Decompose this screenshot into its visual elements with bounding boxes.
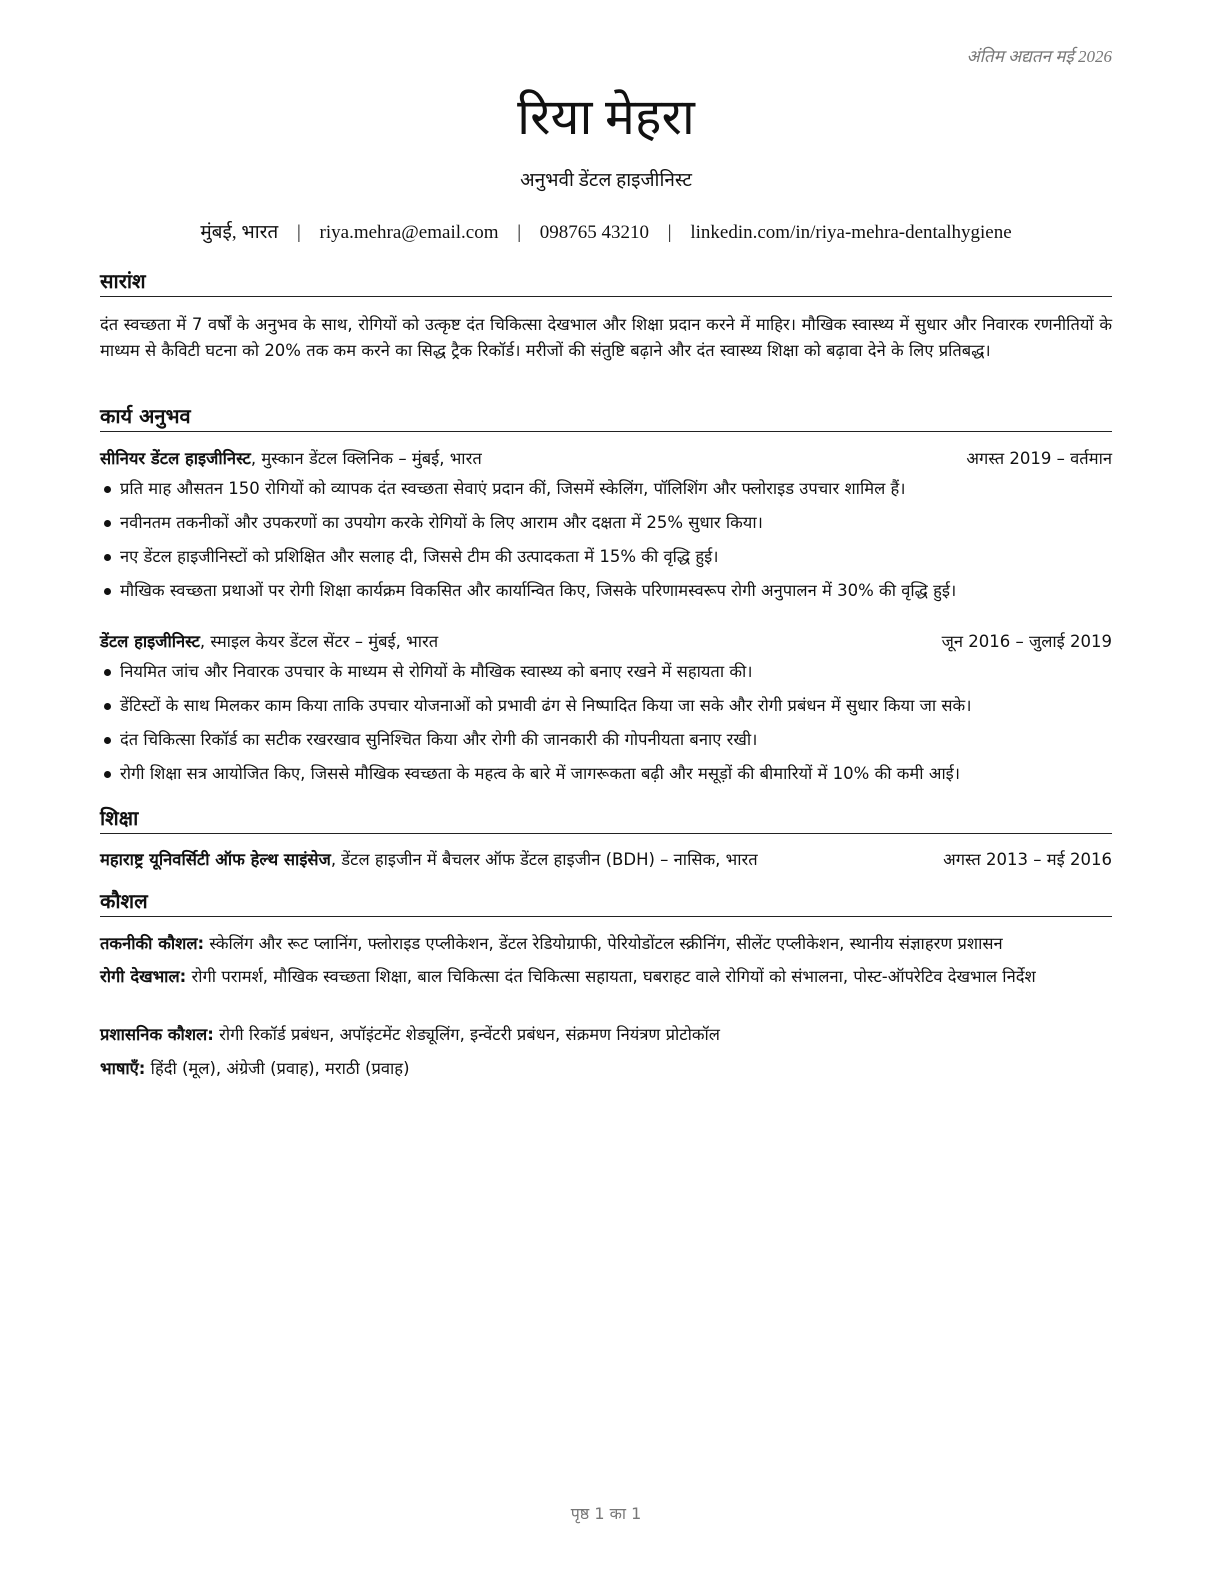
education-degree: , डेंटल हाइजीन में बैचलर ऑफ डेंटल हाइजीन (BDH) – नासिक, भारत	[330, 850, 758, 869]
experience-heading: कार्य अनुभव	[100, 403, 1112, 432]
job-bullet: प्रति माह औसतन 150 रोगियों को व्यापक दंत स्वच्छता सेवाएं प्रदान कीं, जिसमें स्केलिंग, पॉलिशिंग और फ्लोराइड उपचार शामिल हैं।	[100, 472, 1112, 506]
job-header	[100, 446, 1112, 472]
job-bullet: नए डेंटल हाइजीनिस्टों को प्रशिक्षित और सलाह दी, जिससे टीम की उत्पादकता में 15% की वृद्धि हुई।	[100, 540, 1112, 574]
contact-separator: |	[296, 222, 301, 243]
job-bullet: डेंटिस्टों के साथ मिलकर काम किया ताकि उपचार योजनाओं को प्रभावी ढंग से निष्पादित किया जा सके और रोगी प्रबंधन में सुधार किया जा सके।	[100, 689, 1112, 723]
skill-label: भाषाएँ:	[100, 1059, 146, 1078]
contact-linkedin[interactable]: linkedin.com/in/riya-mehra-dentalhygiene	[690, 222, 1012, 243]
skill-label: प्रशासनिक कौशल:	[100, 1025, 214, 1044]
job-bullet: रोगी शिक्षा सत्र आयोजित किए, जिससे मौखिक स्वच्छता के महत्व के बारे में जागरूकता बढ़ी और मसूड़ों की बीमारियों में 10% की कमी आई।	[100, 757, 1112, 791]
resume-page	[100, 0, 1112, 1584]
skill-row	[100, 1056, 1112, 1081]
job-bullet: नियमित जांच और निवारक उपचार के माध्यम से रोगियों के मौखिक स्वास्थ्य को बनाए रखने में सहायता की।	[100, 655, 1112, 689]
contact-line	[100, 218, 1112, 244]
job-role: डेंटल हाइजीनिस्ट	[100, 632, 200, 651]
education-heading: शिक्षा	[100, 805, 1112, 834]
contact-separator: |	[667, 222, 672, 243]
job-dates: अगस्त 2019 – वर्तमान	[966, 449, 1112, 468]
contact-location: मुंबई, भारत	[200, 222, 279, 243]
candidate-name: रिया मेहरा	[517, 89, 695, 145]
skill-label: तकनीकी कौशल:	[100, 934, 205, 953]
skill-value: रोगी रिकॉर्ड प्रबंधन, अपॉइंटमेंट शेड्यूलिंग, इन्वेंटरी प्रबंधन, संक्रमण नियंत्रण प्रोटोकॉल	[213, 1025, 720, 1044]
page-footer: पृष्ठ 1 का 1	[570, 1504, 642, 1523]
education-institution: महाराष्ट्र यूनिवर्सिटी ऑफ हेल्थ साइंसेज	[100, 850, 331, 869]
skill-row	[100, 1022, 1112, 1047]
summary-heading: सारांश	[100, 268, 1112, 297]
last-updated: अंतिम अद्यतन मई 2026	[966, 47, 1112, 66]
skill-value: हिंदी (मूल), अंग्रेजी (प्रवाह), मराठी (प्रवाह)	[145, 1059, 410, 1078]
education-entry	[100, 847, 1112, 873]
job-dates: जून 2016 – जुलाई 2019	[941, 632, 1112, 651]
contact-email[interactable]: riya.mehra@email.com	[319, 222, 499, 243]
summary-text: दंत स्वच्छता में 7 वर्षों के अनुभव के साथ, रोगियों को उत्कृष्ट दंत चिकित्सा देखभाल और शिक्षा प्रदान करने में माहिर। मौखिक स्वास्थ्य में सुधार और निवारक रणनीतियों के माध्यम से कैविटी घटना को 20% तक कम करने का सिद्ध ट्रैक रिकॉर्ड। मरीजों की संतुष्टि बढ़ाने और दंत स्वास्थ्य शिक्षा को बढ़ावा देने के लिए प्रतिबद्ध।	[100, 315, 1112, 360]
job-header	[100, 629, 1112, 655]
contact-phone: 098765 43210	[539, 222, 650, 243]
skill-value: स्केलिंग और रूट प्लानिंग, फ्लोराइड एप्लीकेशन, डेंटल रेडियोग्राफी, पेरियोडोंटल स्क्रीनिंग, सीलेंट एप्लीकेशन, स्थानीय संज्ञाहरण प्रशासन	[204, 934, 1003, 953]
job-org: , स्माइल केयर डेंटल सेंटर – मुंबई, भारत	[199, 632, 439, 651]
job-role: सीनियर डेंटल हाइजीनिस्ट	[100, 449, 251, 468]
skill-row	[100, 931, 1112, 956]
job-bullet: मौखिक स्वच्छता प्रथाओं पर रोगी शिक्षा कार्यक्रम विकसित और कार्यान्वित किए, जिसके परिणामस्वरूप रोगी अनुपालन में 30% की वृद्धि हुई।	[100, 574, 1112, 608]
education-dates: अगस्त 2013 – मई 2016	[943, 850, 1112, 869]
job-bullet: दंत चिकित्सा रिकॉर्ड का सटीक रखरखाव सुनिश्चित किया और रोगी की जानकारी की गोपनीयता बनाए रखी।	[100, 723, 1112, 757]
candidate-title: अनुभवी डेंटल हाइजीनिस्ट	[520, 170, 692, 191]
job-bullet: नवीनतम तकनीकों और उपकरणों का उपयोग करके रोगियों के लिए आराम और दक्षता में 25% सुधार किया।	[100, 506, 1112, 540]
job-bullets	[100, 472, 1112, 608]
job-org: , मुस्कान डेंटल क्लिनिक – मुंबई, भारत	[250, 449, 482, 468]
skills-heading: कौशल	[100, 888, 1112, 917]
contact-separator: |	[517, 222, 522, 243]
skill-label: रोगी देखभाल:	[100, 967, 187, 986]
job-bullets	[100, 655, 1112, 791]
skill-row	[100, 964, 1112, 989]
skill-value: रोगी परामर्श, मौखिक स्वच्छता शिक्षा, बाल चिकित्सा दंत चिकित्सा सहायता, घबराहट वाले रोगियों को संभालना, पोस्ट-ऑपरेटिव देखभाल निर्देश	[186, 967, 1036, 986]
